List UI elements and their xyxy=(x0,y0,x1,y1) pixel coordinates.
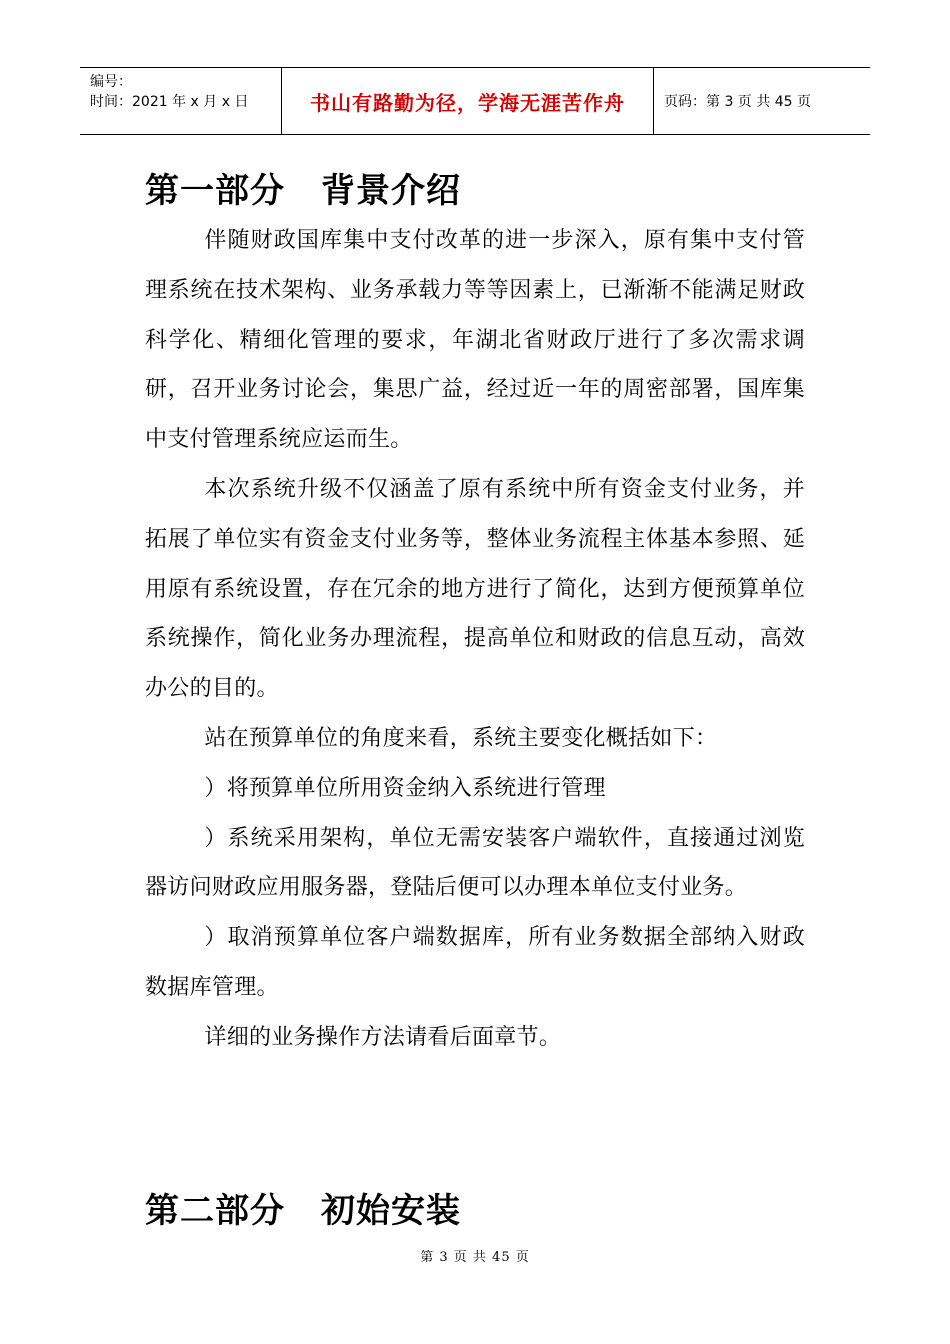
list-item: ）取消预算单位客户端数据库，所有业务数据全部纳入财政数据库管理。 xyxy=(145,925,805,1000)
header-date: 时间：2021 年 x 月 x 日 xyxy=(90,94,249,110)
list-item: ）将预算单位所用资金纳入系统进行管理 xyxy=(204,775,606,801)
paragraph: 详细的业务操作方法请看后面章节。 xyxy=(204,1024,562,1050)
section-title-installation xyxy=(145,1183,461,1232)
paragraph: 本次系统升级不仅涵盖了原有系统中所有资金支付业务，并拓展了单位实有资金支付业务等，整体业务流程主体基本参照、延用原有系统设置，存在冗余的地方进行了简化，达到方便预算单位系统操作，简化业务办理流程，提高单位和财政的信息互动，高效办公的目的。 xyxy=(145,476,805,702)
header-number: 编号： xyxy=(90,74,132,90)
header-page-info: 页码：第 3 页 共 45 页 xyxy=(664,94,811,110)
section-title-name: 背景介绍 xyxy=(321,171,461,211)
page-header xyxy=(80,67,870,135)
section-body-background xyxy=(145,216,805,1063)
section-title-background xyxy=(145,163,461,212)
section-title-part: 第二部分 xyxy=(145,1191,285,1231)
list-item: ）系统采用架构，单位无需安装客户端软件，直接通过浏览器访问财政应用服务器，登陆后便可以办理本单位支付业务。 xyxy=(145,825,805,901)
page-footer: 第 3 页 共 45 页 xyxy=(420,1250,530,1265)
paragraph: 站在预算单位的角度来看，系统主要变化概括如下： xyxy=(204,725,718,751)
section-title-part: 第一部分 xyxy=(145,171,285,211)
section-title-name: 初始安装 xyxy=(321,1191,461,1231)
header-motto: 书山有路勤为径，学海无涯苦作舟 xyxy=(282,68,654,134)
paragraph: 伴随财政国库集中支付改革的进一步深入，原有集中支付管理系统在技术架构、业务承载力等等因素上，已渐渐不能满足财政科学化、精细化管理的要求，年湖北省财政厅进行了多次需求调研，召开业务讨论会，集思广益，经过近一年的周密部署，国库集中支付管理系统应运而生。 xyxy=(145,228,805,453)
header-meta xyxy=(80,68,282,134)
